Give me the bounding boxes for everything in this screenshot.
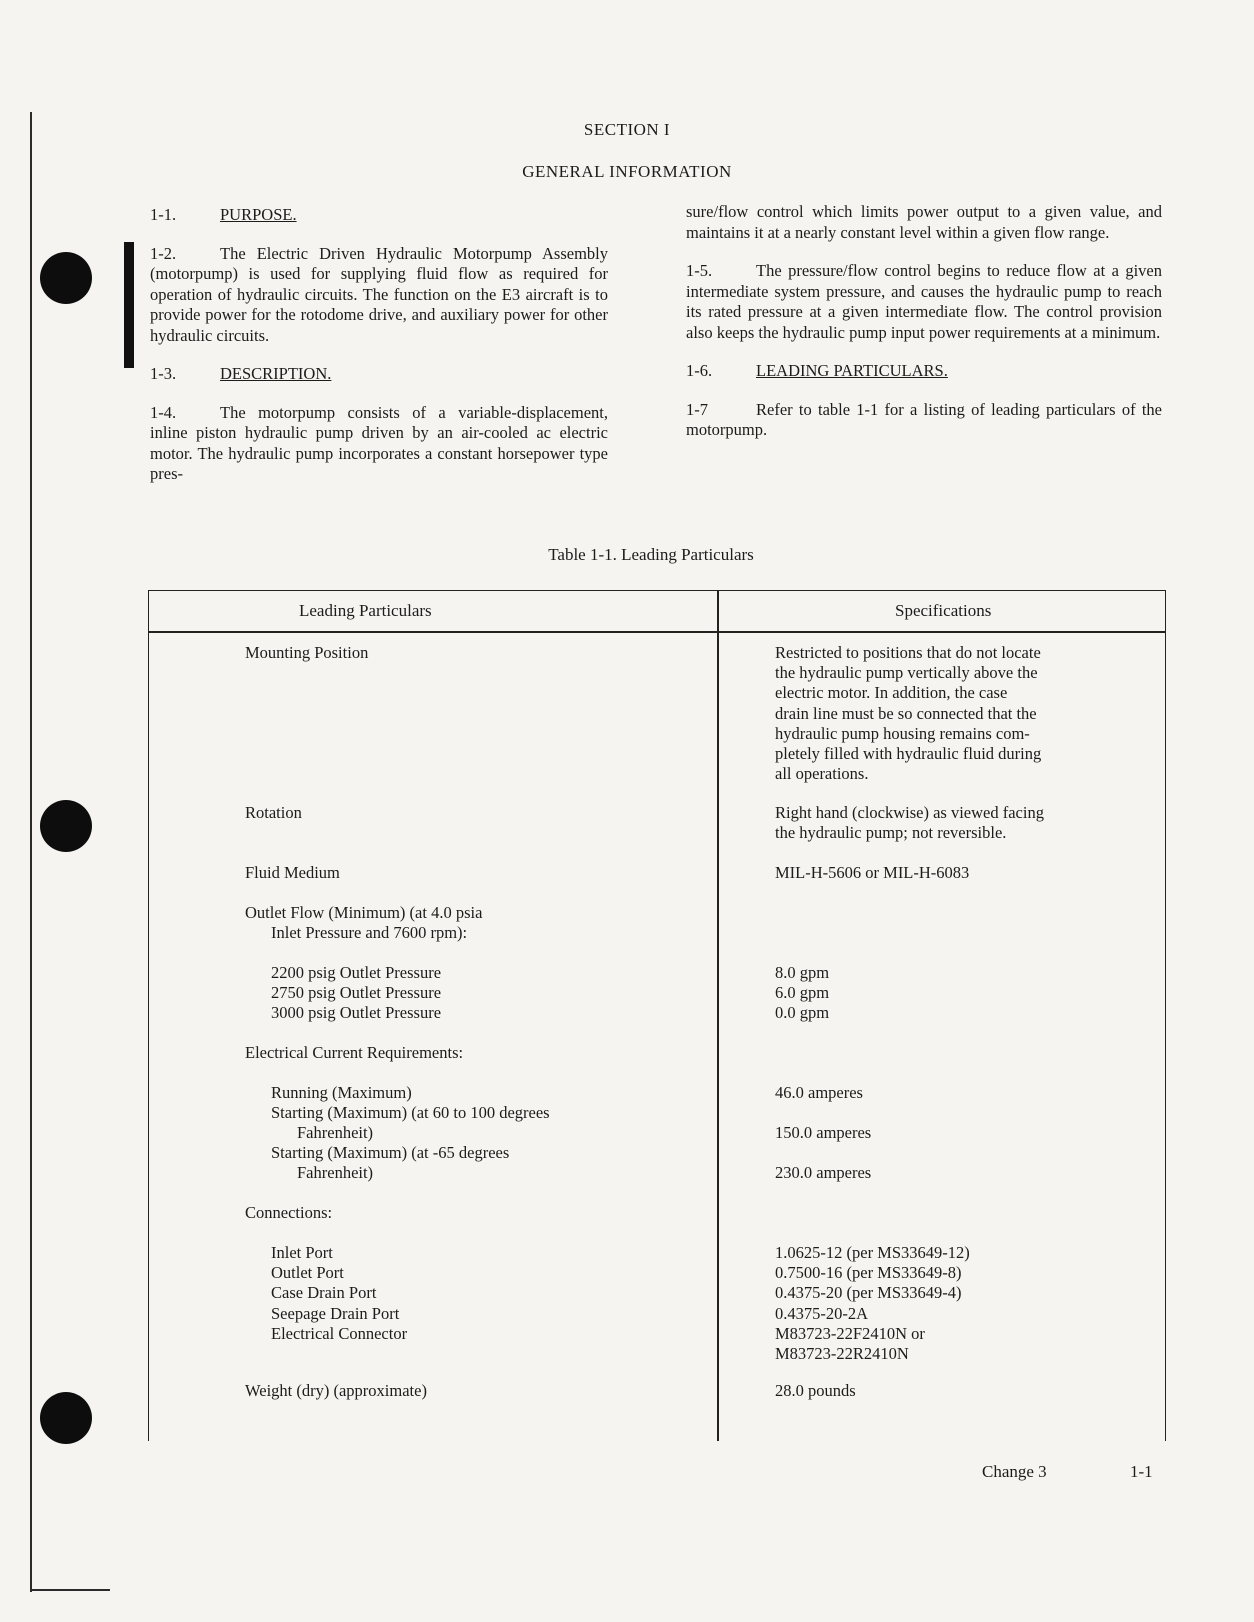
label-line: Electrical Connector <box>271 1323 408 1343</box>
row-spec-rotation <box>775 803 1145 843</box>
paragraph-number: 1-6. <box>686 361 713 380</box>
binder-margin-line <box>30 112 32 1592</box>
binder-hole-bottom <box>40 1392 92 1444</box>
right-column <box>686 202 1162 459</box>
paragraph-1-5 <box>686 261 1162 343</box>
spec-line: M83723-22R2410N <box>775 1344 909 1364</box>
label-line: Starting (Maximum) (at 60 to 100 degrees <box>271 1103 550 1122</box>
spec-line: 0.0 gpm <box>775 1003 830 1023</box>
label-line: Fahrenheit) <box>297 1163 374 1183</box>
row-label-connections: Connections: <box>245 1203 333 1222</box>
row-label-outlet-pressures <box>271 963 721 1024</box>
spec-line: Restricted to positions that do not locate <box>775 643 1041 662</box>
section-title: SECTION I <box>583 120 671 139</box>
label-line: Starting (Maximum) (at -65 degrees <box>271 1143 510 1162</box>
row-spec-outlet-pressures <box>775 963 1145 1024</box>
change-bar <box>124 242 134 368</box>
label-line: Outlet Flow (Minimum) (at 4.0 psia <box>245 903 483 922</box>
row-spec-starting-2: 230.0 amperes <box>775 1163 872 1182</box>
row-spec-starting-1: 150.0 amperes <box>775 1123 872 1142</box>
spec-line: 0.4375-20 (per MS33649-4) <box>775 1283 962 1303</box>
spec-line: pletely filled with hydraulic fluid during <box>775 744 1042 764</box>
paragraph-number: 1-3. <box>150 364 177 383</box>
heading-text: DESCRIPTION. <box>220 364 332 383</box>
label-line: Fahrenheit) <box>297 1123 374 1143</box>
column-header-particulars: Leading Particulars <box>299 601 432 620</box>
row-label-rotation: Rotation <box>245 803 302 822</box>
binder-hole-middle <box>40 800 92 852</box>
row-spec-running: 46.0 amperes <box>775 1083 863 1102</box>
paragraph-text: The motorpump consists of a variable-displacement, inline piston hydraulic pump driven by an air-cooled ac electric motor. The hydraulic pump incorporates a constant horsepower type pres- <box>150 402 608 483</box>
heading-text: PURPOSE. <box>220 205 297 224</box>
label-line: Inlet Port <box>271 1243 333 1262</box>
heading-purpose <box>150 205 608 226</box>
spec-line: all operations. <box>775 764 869 784</box>
heading-description <box>150 364 608 385</box>
spec-line: 6.0 gpm <box>775 983 830 1003</box>
paragraph-1-4 <box>150 403 608 485</box>
label-line: Seepage Drain Port <box>271 1303 400 1323</box>
spec-line: 0.7500-16 (per MS33649-8) <box>775 1263 962 1283</box>
heading-leading-particulars <box>686 361 1162 382</box>
leading-particulars-table <box>148 590 1166 1441</box>
page-number: 1-1 <box>1130 1462 1153 1481</box>
section-subtitle: GENERAL INFORMATION <box>522 162 732 181</box>
label-line: 3000 psig Outlet Pressure <box>271 1003 442 1023</box>
spec-line: 8.0 gpm <box>775 963 830 982</box>
paragraph-text: The Electric Driven Hydraulic Motorpump Assembly (motorpump) is used for supplying fluid flow as required for operation of hydraulic circuits. The function on the E3 aircraft is to provide power for the rotodome drive, and auxiliary power for other hydraulic circuits. <box>150 243 608 345</box>
paragraph-1-4-continued: sure/flow control which limits power output to a given value, and maintains it at a nearly constant level within a given flow range. <box>686 202 1162 242</box>
row-label-mounting: Mounting Position <box>245 643 369 662</box>
label-line: Inlet Pressure and 7600 rpm): <box>271 923 468 943</box>
label-line: Case Drain Port <box>271 1283 377 1303</box>
row-label-fluid: Fluid Medium <box>245 863 340 882</box>
spec-line: hydraulic pump housing remains com- <box>775 723 1030 743</box>
binder-hole-top <box>40 252 92 304</box>
row-label-running: Running (Maximum) <box>271 1083 412 1102</box>
paragraph-text: The pressure/flow control begins to reduce flow at a given intermediate system pressure, and causes the hydraulic pump to reach its rated pressure at a given intermediate flow. The control provision also keeps the hydraulic pump input power requirements at a minimum. <box>686 261 1162 342</box>
row-spec-weight: 28.0 pounds <box>775 1381 856 1400</box>
heading-text: LEADING PARTICULARS. <box>756 361 948 380</box>
row-spec-ports <box>775 1243 1145 1364</box>
label-line: 2750 psig Outlet Pressure <box>271 983 442 1003</box>
spec-line: Right hand (clockwise) as viewed facing <box>775 803 1044 822</box>
row-label-electrical-current: Electrical Current Requirements: <box>245 1043 464 1062</box>
spec-line: 0.4375-20-2A <box>775 1303 869 1323</box>
row-label-starting-2 <box>271 1143 721 1183</box>
spec-line: 1.0625-12 (per MS33649-12) <box>775 1243 970 1262</box>
header-separator <box>149 631 1165 633</box>
bottom-margin-line <box>30 1589 110 1591</box>
row-label-weight: Weight (dry) (approximate) <box>245 1381 427 1400</box>
paragraph-number: 1-7 <box>686 399 708 419</box>
label-line: 2200 psig Outlet Pressure <box>271 963 442 982</box>
spec-line: the hydraulic pump vertically above the <box>775 663 1038 683</box>
row-label-ports <box>271 1243 721 1344</box>
table-caption: Table 1-1. Leading Particulars <box>548 545 754 564</box>
row-spec-fluid: MIL-H-5606 or MIL-H-6083 <box>775 863 970 882</box>
paragraph-number: 1-5. <box>686 261 713 280</box>
paragraph-number: 1-1. <box>150 205 177 224</box>
paragraph-1-2 <box>150 244 608 347</box>
paragraph-number: 1-4. <box>150 402 177 422</box>
spec-line: M83723-22F2410N or <box>775 1323 925 1343</box>
spec-line: the hydraulic pump; not reversible. <box>775 823 1007 843</box>
change-notice: Change 3 <box>982 1462 1047 1481</box>
column-header-specifications: Specifications <box>895 601 992 620</box>
row-label-starting-1 <box>271 1103 721 1143</box>
paragraph-1-7 <box>686 400 1162 441</box>
paragraph-number: 1-2. <box>150 243 177 263</box>
paragraph-text: Refer to table 1-1 for a listing of leading particulars of the motorpump. <box>686 399 1162 439</box>
label-line: Outlet Port <box>271 1263 344 1283</box>
row-label-outlet-flow <box>245 903 695 943</box>
spec-line: electric motor. In addition, the case <box>775 683 1008 703</box>
spec-line: drain line must be so connected that the <box>775 703 1037 723</box>
row-spec-mounting <box>775 643 1145 784</box>
left-column <box>150 205 608 503</box>
